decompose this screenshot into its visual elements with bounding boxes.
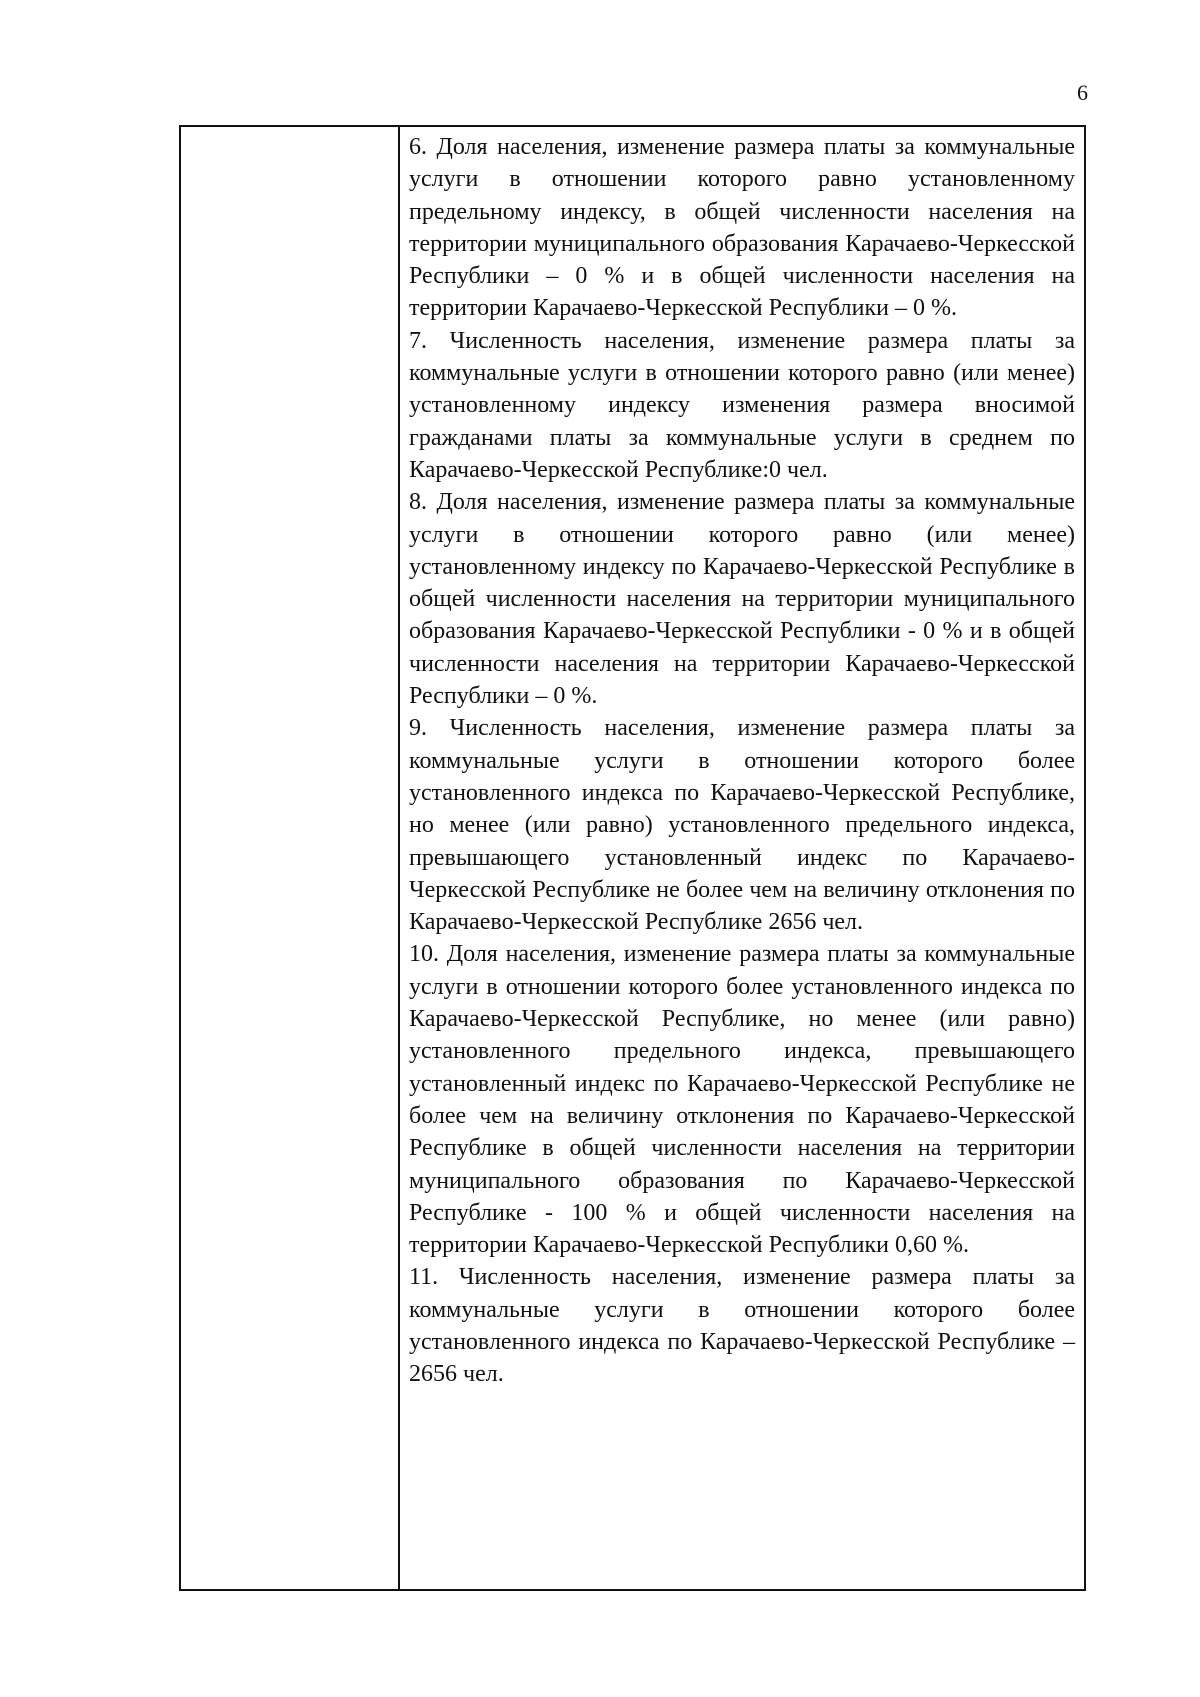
list-item-8: 8. Доля населения, изменение размера платы за коммунальные услуги в отношении которого равно (или менее) установленному индексу по Карачаево-Черкесской Республике в общей численности населения на территории муниципального образования Карачаево-Черкесской Республики - 0 % и в общей численности населения на территории Карачаево-Черкесской Республики – 0 %. (409, 489, 1075, 710)
list-item-7: 7. Численность населения, изменение размера платы за коммунальные услуги в отношении которого равно (или менее) установленному индексу изменения размера вносимой гражданами платы за коммунальные услуги в среднем по Карачаево-Черкесской Республике:0 чел. (409, 327, 1075, 483)
page-number: 6 (1077, 80, 1088, 105)
document-table (179, 125, 1086, 1591)
list-item-9: 9. Численность населения, изменение размера платы за коммунальные услуги в отношении которого более установленного индекса по Карачаево-Черкесской Республике, но менее (или равно) установленного предельного индекса, превышающего установленный индекс по Карачаево-Черкесской Республике не более чем на величину отклонения по Карачаево-Черкесской Республике 2656 чел. (409, 715, 1075, 936)
list-item-10: 10. Доля населения, изменение размера платы за коммунальные услуги в отношении которого более установленного индекса по Карачаево-Черкесской Республике, но менее (или равно) установленного предельного индекса, превышающего установленный индекс по Карачаево-Черкесской Республике не более чем на величину отклонения по Карачаево-Черкесской Республике в общей численности населения на территории муниципального образования по Карачаево-Черкесской Республике - 100 % и общей численности населения на территории Карачаево-Черкесской Республики 0,60 %. (409, 941, 1075, 1259)
list-item-6: 6. Доля населения, изменение размера платы за коммунальные услуги в отношении которого равно установленному предельному индексу, в общей численности населения на территории муниципального образования Карачаево-Черкесской Республики – 0 % и в общей численности населения на территории Карачаево-Черкесской Республики – 0 %. (409, 134, 1075, 322)
table-right-cell (400, 127, 1084, 1589)
list-item-11: 11. Численность населения, изменение размера платы за коммунальные услуги в отношении которого более установленного индекса по Карачаево-Черкесской Республике – 2656 чел. (409, 1264, 1075, 1388)
table-left-cell (181, 127, 400, 1589)
